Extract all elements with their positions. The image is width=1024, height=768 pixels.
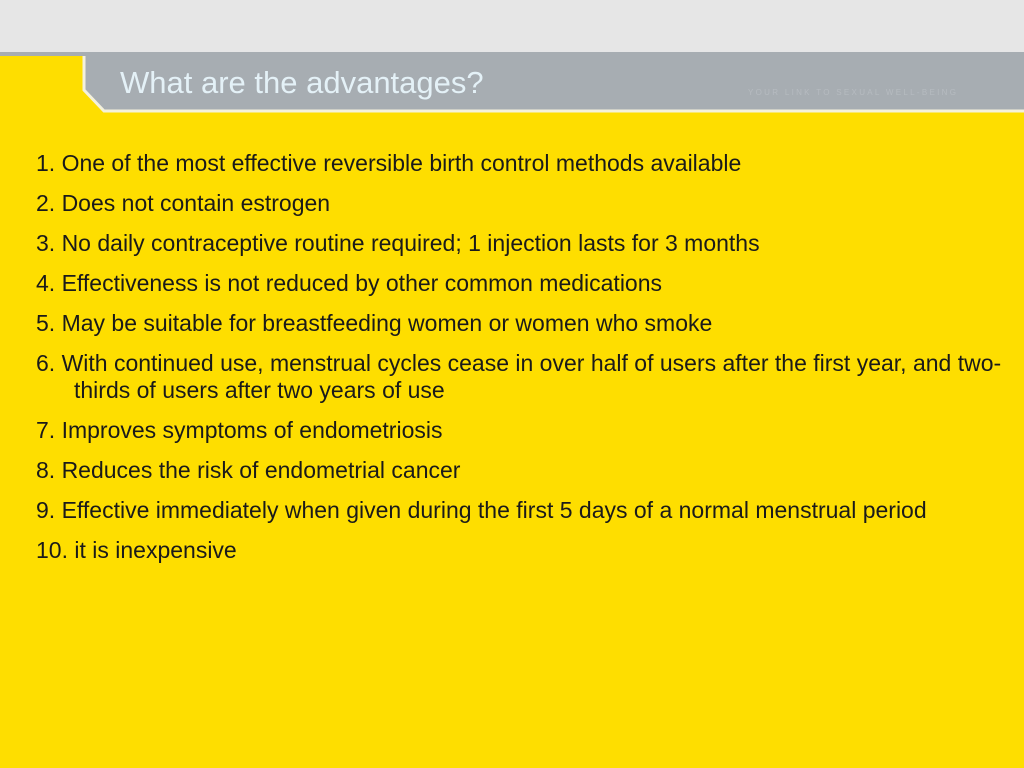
advantages-list [36,150,1006,577]
slide-title: What are the advantages? [120,65,484,100]
list-item: 6. With continued use, menstrual cycles cease in over half of users after the first year, and two-thirds of users after two years of use [36,350,1002,403]
list-item: 10. it is inexpensive [36,537,237,563]
list-item: 5. May be suitable for breastfeeding women or women who smoke [36,310,713,336]
list-item: 2. Does not contain estrogen [36,190,331,216]
list-item: 1. One of the most effective reversible birth control methods available [36,150,742,176]
list-item: 3. No daily contraceptive routine required; 1 injection lasts for 3 months [36,230,760,256]
list-item: 7. Improves symptoms of endometriosis [36,417,443,443]
tagline: YOUR LINK TO SEXUAL WELL-BEING [748,88,959,97]
list-item: 9. Effective immediately when given during the first 5 days of a normal menstrual period [36,497,927,523]
list-item: 4. Effectiveness is not reduced by other common medications [36,270,663,296]
list-item: 8. Reduces the risk of endometrial cancer [36,457,461,483]
